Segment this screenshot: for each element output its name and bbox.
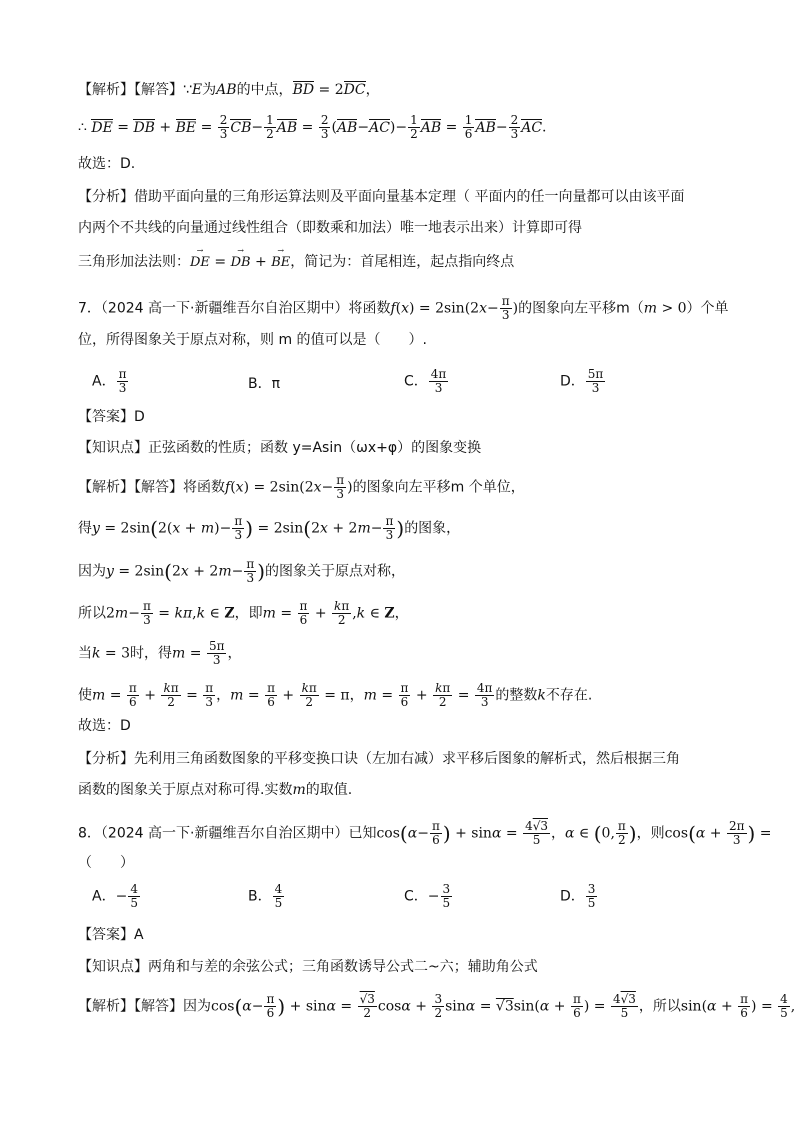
q7-analysis-2: 函数的图象关于原点对称可得.实数m的取值. <box>78 782 353 798</box>
q7-answer: 【答案】D <box>78 409 145 425</box>
q7-option-c[interactable]: C． $\frac{4\pi}{3}$ <box>404 367 447 395</box>
q7-choose: 故选：D <box>78 718 131 734</box>
sol6-jx-label: 【解析】【解答】 <box>78 82 183 98</box>
q7-sol-6: 使m = $\frac{\pi}{6}$ + $\frac{k\pi}{2}$ = $\frac{\pi}{3}$ ，m = $\frac{\pi}{6}$ + $\frac{k\pi}{2}$ = π，m = $\frac{\pi}{6}$ + $\frac{k\pi}{2}$ = $\frac{4\pi}{3}$ 的整数k不存在. <box>78 681 593 709</box>
q7-stem-2: 位，所得图象关于原点对称，则 m 的值可以是（ ）. <box>78 332 427 348</box>
sol6-line2: ∴ DE = DB + BE = $\frac{2}{3}$ CB− $\frac{1}{2}$ AB = $\frac{2}{3}$ (AB−AC)− $\frac{1}{2}$ AB = $\frac{1}{6}$ AB− $\frac{2}{3}$ AC. <box>78 113 547 141</box>
q8-stem-1: 8．（2024 高一下·新疆维吾尔自治区期中）已知cos(α− $\frac{\pi}{6}$ ) + sinα = $\frac{4√3}{5}$ ，α ∈ (0, $\frac{\pi}{2}$ )，则cos(α + $\frac{2\pi}{3}$ ) = <box>78 819 772 847</box>
sol6-rule: 三角形加法法则：→ DE = → DB + → BE，简记为：首尾相连，起点指向终点 <box>78 252 514 273</box>
sol6-answer: 故选：D. <box>78 156 136 172</box>
sol6-line1: 【解析】【解答】∵E为AB的中点，BD = 2DC， <box>78 82 380 98</box>
q8-source: （2024 高一下·新疆维吾尔自治区期中） <box>100 825 349 842</box>
q8-knowledge: 【知识点】两角和与差的余弦公式；三角函数诱导公式二~六；辅助角公式 <box>78 959 538 975</box>
q7-option-b[interactable]: B．π <box>248 376 281 392</box>
q8-paren: （ ） <box>78 855 134 871</box>
q7-option-a[interactable]: A． $\frac{\pi}{3}$ <box>92 367 127 395</box>
q8-option-d[interactable]: D． $\frac{3}{5}$ <box>560 882 596 910</box>
q8-answer: 【答案】A <box>78 927 144 943</box>
q7-sol-3: 因为y = 2sin(2x + 2m− $\frac{\pi}{3}$ )的图象关于原点对称， <box>78 557 406 585</box>
sol6-analysis-2: 内两个不共线的向量通过线性组合（即数乘和加法）唯一地表示出来）计算即可得 <box>78 220 582 236</box>
q7-sol-1: 【解析】【解答】将函数f(x) = 2sin(2x− $\frac{\pi}{3}$ )的图象向左平移m 个单位， <box>78 473 525 501</box>
q7-sol-5: 当k = 3时，得m = $\frac{5\pi}{3}$ ， <box>78 639 242 667</box>
q7-knowledge: 【知识点】正弦函数的性质；函数 y=Asin（ωx+φ）的图象变换 <box>78 440 482 456</box>
q7-sol-2: 得y = 2sin(2(x + m)− $\frac{\pi}{3}$ ) = 2sin(2x + 2m− $\frac{\pi}{3}$ )的图象， <box>78 514 461 542</box>
q7-number: 7． <box>78 300 101 317</box>
q8-option-a[interactable]: A．− $\frac{4}{5}$ <box>92 882 138 910</box>
q8-number: 8． <box>78 825 101 842</box>
q8-sol-1: 【解析】【解答】因为cos(α− $\frac{\pi}{6}$ ) + sinα = $\frac{√3}{2}$ cosα + $\frac{3}{2}$ sinα = √3sin(α + $\frac{\pi}{6}$ ) = $\frac{4√3}{5}$ ，所以sin(α + $\frac{\pi}{6}$ ) = $\frac{4}{5}$ , <box>78 992 795 1020</box>
q7-stem-1: 7．（2024 高一下·新疆维吾尔自治区期中）将函数f(x) = 2sin(2x− $\frac{\pi}{3}$ )的图象向左平移m（m > 0）个单 <box>78 294 729 322</box>
sol6-analysis-1: 【分析】借助平面向量的三角形运算法则及平面向量基本定理（ 平面内的任一向量都可以由该平面 <box>78 189 685 205</box>
q7-sol-4: 所以2m− $\frac{\pi}{3}$ = kπ,k ∈ Z，即m = $\frac{\pi}{6}$ + $\frac{k\pi}{2}$ ,k ∈ Z， <box>78 599 409 627</box>
q7-option-d[interactable]: D． $\frac{5\pi}{3}$ <box>560 367 604 395</box>
q8-option-c[interactable]: C．− $\frac{3}{5}$ <box>404 882 451 910</box>
q8-option-b[interactable]: B． $\frac{4}{5}$ <box>248 882 283 910</box>
q7-analysis-1: 【分析】先利用三角函数图象的平移变换口诀（左加右减）求平移后图象的解析式，然后根据三角 <box>78 751 680 767</box>
q7-source: （2024 高一下·新疆维吾尔自治区期中） <box>100 300 349 317</box>
